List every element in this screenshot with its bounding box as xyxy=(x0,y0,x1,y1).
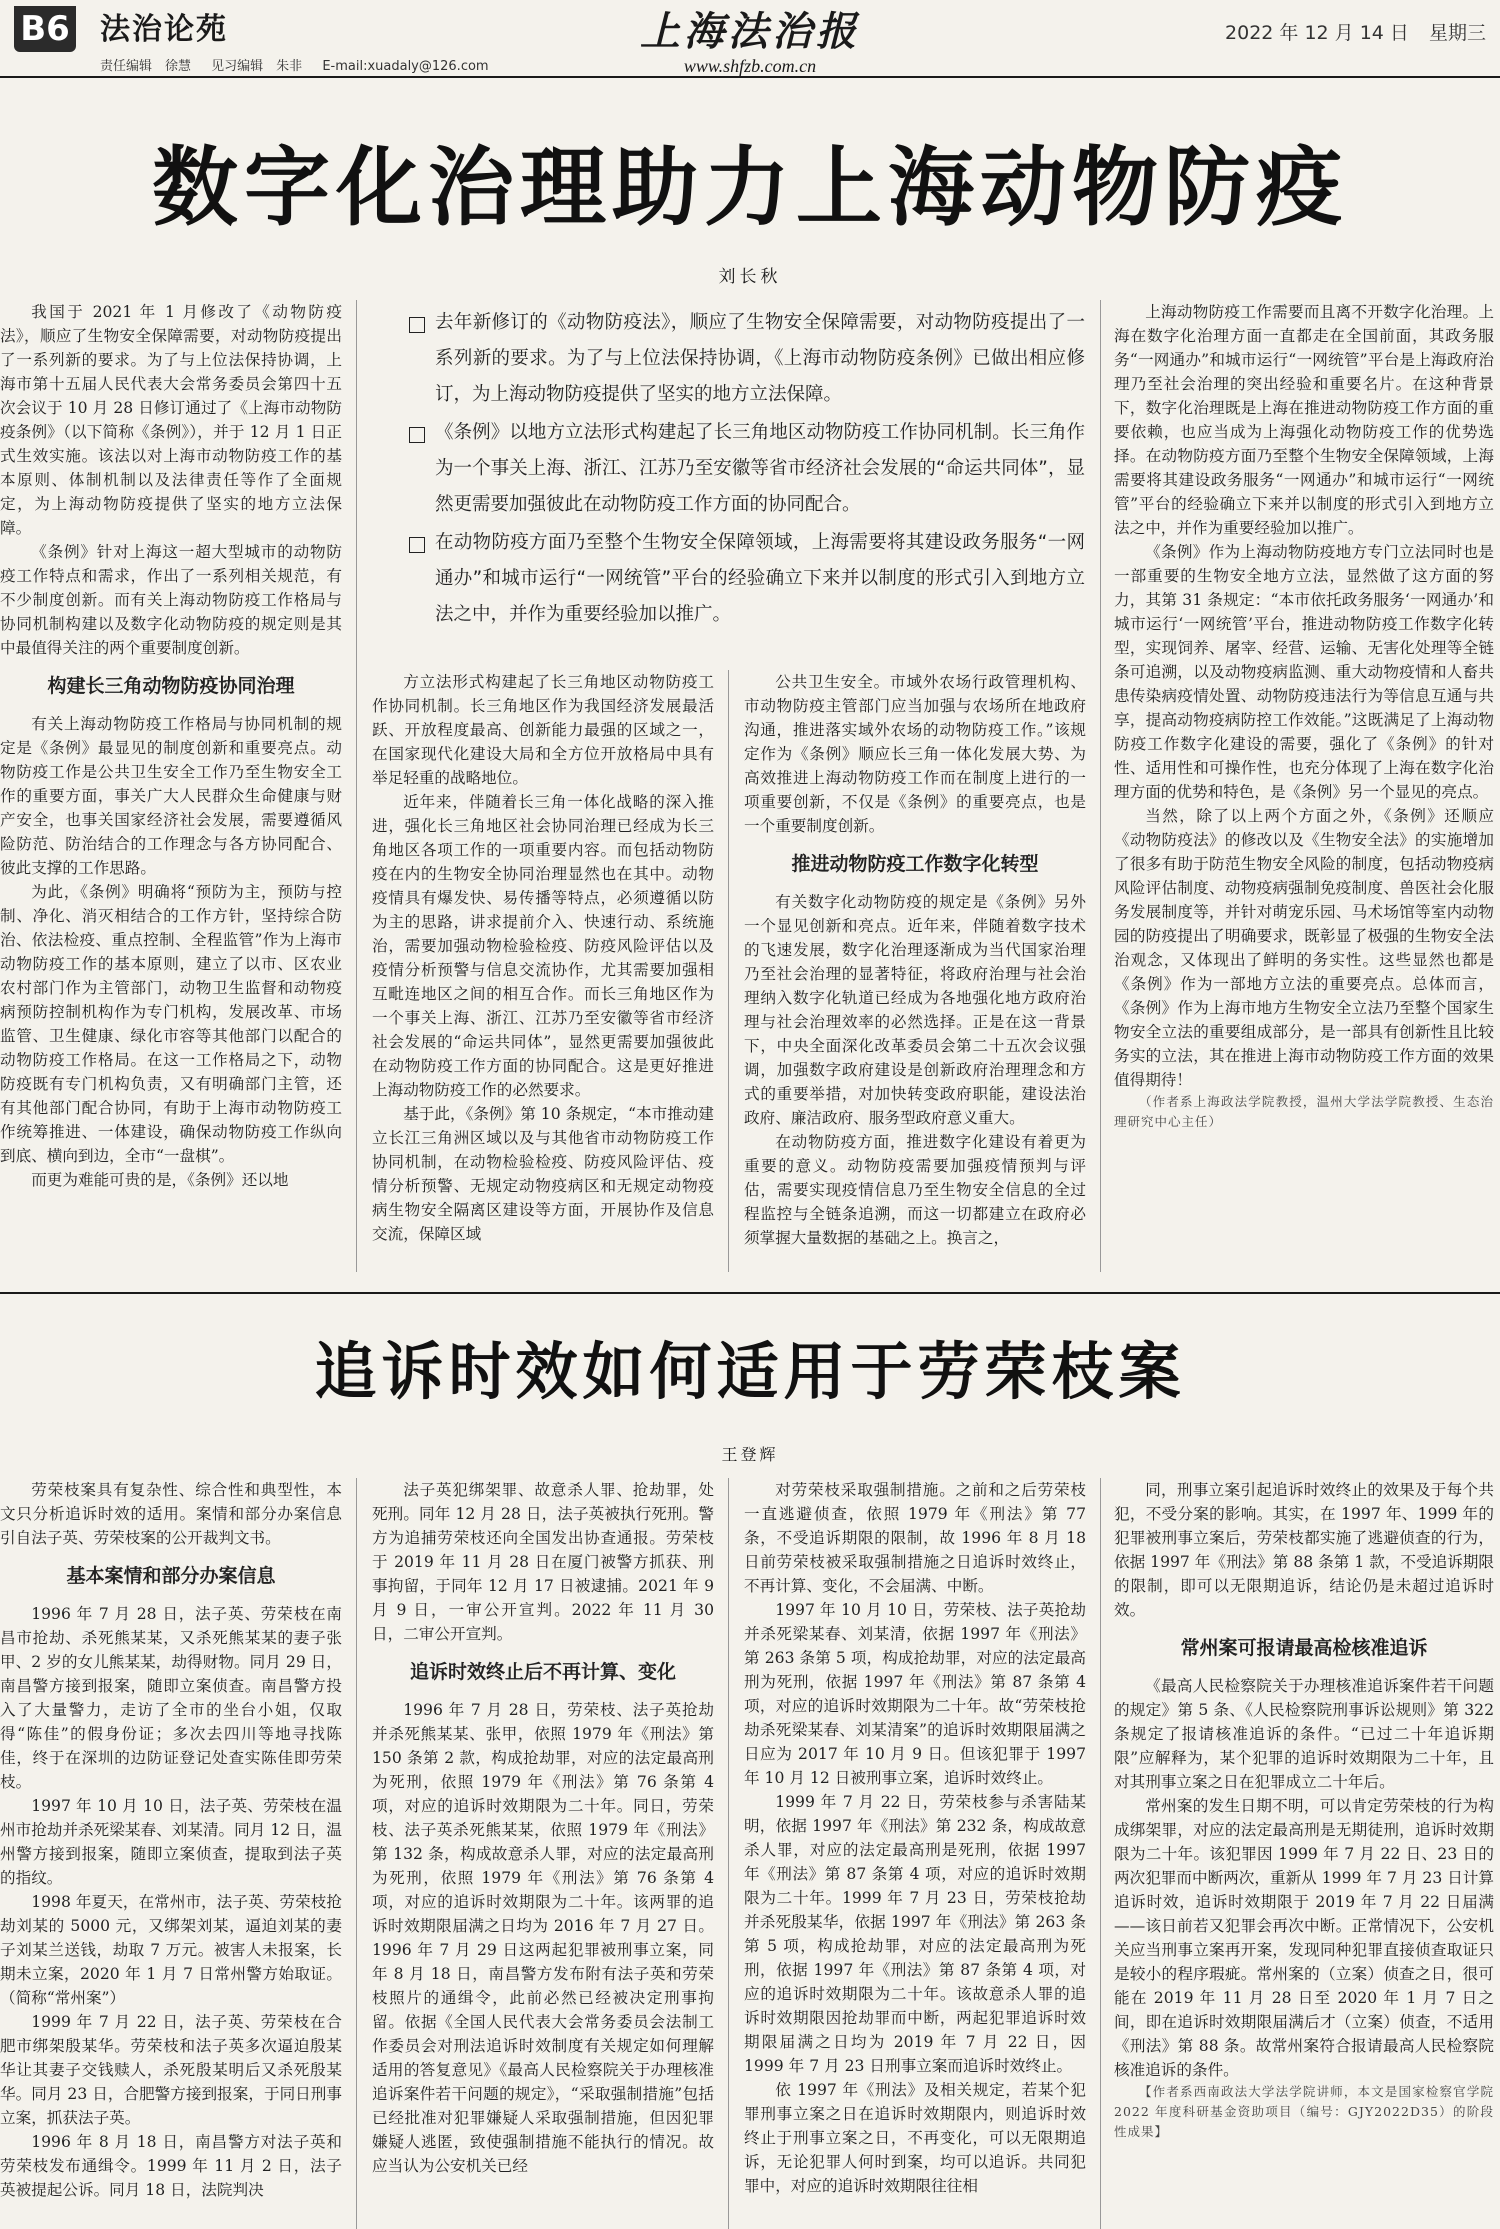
article2-subheading-3: 常州案可报请最高检核准追诉 xyxy=(1180,1637,1428,1659)
article1-subheading-1: 构建长三角动物防疫协同治理 xyxy=(47,675,295,697)
pull-quote: 去年新修订的《动物防疫法》，顺应了生物安全保障需要，对动物防疫提出了一系列新的要求。为了与上位法保持协调，《上海市动物防疫条例》已做出相应修订，为上海动物防疫提供了坚实的地方立法保障。 xyxy=(405,305,1085,413)
article1-subheading-2: 推进动物防疫工作数字化转型 xyxy=(791,853,1039,875)
article2-subheading-2: 追诉时效终止后不再计算、变化 xyxy=(409,1661,676,1683)
article2-column-1: 劳荣枝案具有复杂性、综合性和典型性，本文只分析追诉时效的适用。案情和部分办案信息引自法子英、劳荣枝案的公开裁判文书。 基本案情和部分办案信息 1996 年 7 月 28 日，法子英、劳荣枝在南昌市抢劫、杀死熊某某，又杀死熊某某的妻子张甲、2 岁的女儿熊某某，劫得财物。同月 29 日，南昌警方接到报案，随即立案侦查。南昌警方投入了大量警力，走访了全市的坐台小姐，仅取得“陈佳”的假身份证；多次去四川等地寻找陈佳，终于在深圳的边防证登记处查实陈佳即劳荣枝。 1997 年 10 月 10 日，法子英、劳荣枝在温州市抢劫并杀死梁某春、刘某清。同月 12 日，温州警方接到报案，随即立案侦查，提取到法子英的指纹。 1998 年夏天，在常州市，法子英、劳荣枝抢劫刘某的 5000 元，又绑架刘某，逼迫刘某的妻子刘某兰送钱，劫取 7 万元。被害人未报案，长期未立案，2020 年 1 月 7 日常州警方始取证。（简称“常州案”） 1999 年 7 月 22 日，法子英、劳荣枝在合肥市绑架殷某华。劳荣枝和法子英多次逼迫殷某华让其妻子交钱赎人，杀死殷某明后又杀死殷某华。同月 23 日，合肥警方接到报案，于同日刑事立案，抓获法子英。 1996 年 8 月 18 日，南昌警方对法子英和劳荣枝发布通缉令。1999 年 11 月 2 日，法子英被提起公诉。同月 18 日，法院判决 xyxy=(0,1481,342,2199)
article2-author-note: 【作者系西南政法大学法学院讲师，本文是国家检察官学院 2022 年度科研基金资助项目（编号：GJY2022D35）的阶段性成果】 xyxy=(1114,2084,1494,2139)
weekday-text: 星期三 xyxy=(1428,22,1486,44)
article2-column-4: 同，刑事立案引起追诉时效终止的效果及于每个共犯，不受分案的影响。其实，在 1997 年、1999 年的犯罪被刑事立案后，劳荣枝都实施了逃避侦查的行为，依据 1997 年《刑法》第 88 条第 1 款，不受追诉期限的限制，即可以无限期追诉，结论仍是未超过追诉时效。 常州案可报请最高检核准追诉 《最高人民检察院关于办理核准追诉案件若干问题的规定》第 5 条、《人民检察院刑事诉讼规则》第 322 条规定了报请核准追诉的条件。“已过二十年追诉期限”应解释为，某个犯罪的追诉时效期限为二十年，且对其刑事立案之日在犯罪成立二十年后。 常州案的发生日期不明，可以肯定劳荣枝的行为构成绑架罪，对应的法定最高刑是无期徒刑，追诉时效期限为二十年。该犯罪因 1999 年 7 月 22 日、23 日的两次犯罪而中断两次，重新从 1999 年 7 月 23 日计算追诉时效，追诉时效期限于 2019 年 7 月 22 日届满——该日前若又犯罪会再次中断。正常情况下，公安机关应当刑事立案再开案，发现同种犯罪直接侦查取证只是较小的程序瑕疵。常州案的（立案）侦查之日，很可能在 2019 年 11 月 28 日至 2020 年 1 月 7 日之间，即在追诉时效期限届满后才（立案）侦查，不适用《刑法》第 88 条。故常州案符合报请最高人民检察院核准追诉的条件。 【作者系西南政法大学法学院讲师，本文是国家检察官学院 2022 年度科研基金资助项目（编号：GJY2022D35）的阶段性成果】 xyxy=(1114,1478,1494,2229)
header-rule xyxy=(0,76,1500,78)
trainee-editor: 见习编辑 朱非 xyxy=(211,59,303,74)
column-divider xyxy=(356,1478,357,2229)
section-title: 法治论苑 xyxy=(100,12,228,47)
column-divider xyxy=(728,670,729,1272)
checkbox-icon xyxy=(409,427,425,443)
editor-in-charge: 责任编辑 徐慧 xyxy=(100,59,192,74)
column-divider xyxy=(728,1478,729,2229)
pull-quote-box xyxy=(405,305,1085,635)
article1-byline: 刘长秋 xyxy=(718,267,782,287)
article2-headline: 追诉时效如何适用于劳荣枝案 xyxy=(314,1335,1186,1408)
page-number: B6 xyxy=(14,6,76,52)
date-text: 2022 年 12 月 14 日 xyxy=(1225,22,1409,44)
article2-column-2: 法子英犯绑架罪、故意杀人罪、抢劫罪，处死刑。同年 12 月 28 日，法子英被执行死刑。警方为追捕劳荣枝还向全国发出协查通报。劳荣枝于 2019 年 11 月 28 日在厦门被警方抓获、刑事拘留，于同年 12 月 17 日被逮捕。2021 年 9 月 9 日，一审公开宣判。2022 年 11 月 30 日，二审公开宣判。 追诉时效终止后不再计算、变化 1996 年 7 月 28 日，劳荣枝、法子英抢劫并杀死熊某某、张甲，依照 1979 年《刑法》第 150 条第 2 款，构成抢劫罪，对应的法定最高刑为死刑，依照 1979 年《刑法》第 76 条第 4 项，对应的追诉时效期限为二十年。同日，劳荣枝、法子英杀死熊某某，依照 1979 年《刑法》第 132 条，构成故意杀人罪，对应的法定最高刑为死刑，依照 1979 年《刑法》第 76 条第 4 项，对应的追诉时效期限为二十年。该两罪的追诉时效期限届满之日均为 2016 年 7 月 27 日。1996 年 7 月 29 日这两起犯罪被刑事立案，同年 8 月 18 日，南昌警方发布附有法子英和劳荣枝照片的通缉令，此前必然已经被决定刑事拘留。依据《全国人民代表大会常务委员会法制工作委员会对刑法追诉时效制度有关规定如何理解适用的答复意见》《最高人民检察院关于办理核准追诉案件若干问题的规定》，“采取强制措施”包括已经批准对犯罪嫌疑人采取强制措施，但因犯罪嫌疑人逃匿，致使强制措施不能执行的情况。故应当认为公安机关已经 xyxy=(372,1481,714,2175)
column-divider xyxy=(1100,1478,1101,2229)
article2-subheading-1: 基本案情和部分办案信息 xyxy=(66,1565,276,1587)
article1-column-2: 方立法形式构建起了长三角地区动物防疫工作协同机制。长三角地区作为我国经济发展最活跃、开放程度最高、创新能力最强的区域之一，在国家现代化建设大局和全方位开放格局中具有举足轻重的战略地位。 近年来，伴随着长三角一体化战略的深入推进，强化长三角地区社会协同治理已经成为长三角地区各项工作的一项重要内容。而包括动物防疫在内的生物安全协同治理显然也在其中。动物疫情具有爆发快、易传播等特点，必须遵循以防为主的思路，讲求提前介入、快速行动、系统施治，需要加强动物检验检疫、防疫风险评估以及疫情分析预警与信息交流协作，尤其需要加强相互毗连地区之间的相互合作。而长三角地区作为一个事关上海、浙江、江苏乃至安徽等省市经济社会发展的“命运共同体”，显然更需要加强彼此在动物防疫工作方面的协同配合。这是更好推进上海动物防疫工作的必然要求。 基于此，《条例》第 10 条规定，“本市推动建立长江三角洲区域以及与其他省市动物防疫工作协同机制，在动物检验检疫、防疫风险评估、疫情分析预警、无规定动物疫病区和无规定动物疫病生物安全隔离区建设等方面，开展协作及信息交流，保障区域 xyxy=(372,673,714,1243)
article1-column-4: 上海动物防疫工作需要而且离不开数字化治理。上海在数字化治理方面一直都走在全国前面，其政务服务“一网通办”和城市运行“一网统管”平台是上海政府治理乃至社会治理的突出经验和重要名片。在这种背景下，数字化治理既是上海在推进动物防疫工作方面的重要依赖，也应当成为上海强化动物防疫工作的优势选择。在动物防疫方面乃至整个生物安全保障领域，上海需要将其建设政务服务“一网通办”和城市运行“一网统管”平台的经验确立下来并以制度的形式引入到地方立法之中，并作为重要经验加以推广。 《条例》作为上海动物防疫地方专门立法同时也是一部重要的生物安全地方立法，显然做了这方面的努力，其第 31 条规定：“本市依托政务服务‘一网通办’和城市运行‘一网统管’平台，推进动物防疫工作数字化转型，实现饲养、屠宰、经营、运输、无害化处理等全链条可追溯，以及动物疫病监测、重大动物疫情和人畜共患传染病疫情处置、动物防疫违法行为等信息互通与共享，提高动物疫病防控工作效能。”这既满足了上海动物防疫工作数字化建设的需要，强化了《条例》的针对性、适用性和可操作性，也充分体现了上海在数字化治理方面的优势和特色，是《条例》另一个显见的亮点。 当然，除了以上两个方面之外，《条例》还顺应《动物防疫法》的修改以及《生物安全法》的实施增加了很多有助于防范生物安全风险的制度，包括动物疫病风险评估制度、动物疫病强制免疫制度、兽医社会化服务发展制度等，并针对萌宠乐园、马术场馆等室内动物园的防疫提出了明确要求，既彰显了极强的生物安全法治观念，又体现出了鲜明的务实性。这些显然也都是《条例》作为一部地方立法的重要亮点。总体而言，《条例》作为上海市地方生物安全立法乃至整个国家生物安全立法的重要组成部分，是一部具有创新性且比较务实的立法，其在推进上海市动物防疫工作方面的效果值得期待！ （作者系上海政法学院教授，温州大学法学院教授、生态治理研究中心主任） xyxy=(1114,300,1494,1272)
website-url[interactable]: www.shfzb.com.cn xyxy=(683,56,817,76)
article-separator xyxy=(0,1292,1500,1294)
column-divider xyxy=(356,300,357,1272)
checkbox-icon xyxy=(409,537,425,553)
article1-headline: 数字化治理助力上海动物防疫 xyxy=(152,138,1348,238)
checkbox-icon xyxy=(409,317,425,333)
issue-date xyxy=(1211,18,1486,45)
newspaper-masthead: 上海法治报 xyxy=(640,8,860,55)
article2-column-3: 对劳荣枝采取强制措施。之前和之后劳荣枝一直逃避侦查，依照 1979 年《刑法》第 77 条，不受追诉期限的限制，故 1996 年 8 月 18 日前劳荣枝被采取强制措施之日追诉时效终止，不再计算、变化，不会届满、中断。 1997 年 10 月 10 日，劳荣枝、法子英抢劫并杀死梁某春、刘某清，依据 1997 年《刑法》第 263 条第 5 项，构成抢劫罪，对应的法定最高刑为死刑，依据 1997 年《刑法》第 87 条第 4 项，对应的追诉时效期限为二十年。故“劳荣枝抢劫杀死梁某春、刘某清案”的追诉时效期限届满之日应为 2017 年 10 月 9 日。但该犯罪于 1997 年 10 月 12 日被刑事立案，追诉时效终止。 1999 年 7 月 22 日，劳荣枝参与杀害陆某明，依据 1997 年《刑法》第 232 条，构成故意杀人罪，对应的法定最高刑是死刑，依据 1997 年《刑法》第 87 条第 4 项，对应的追诉时效期限为二十年。1999 年 7 月 23 日，劳荣枝抢劫并杀死殷某华，依据 1997 年《刑法》第 263 条第 5 项，构成抢劫罪，对应的法定最高刑为死刑，依据 1997 年《刑法》第 87 条第 4 项，对应的追诉时效期限为二十年。该故意杀人罪的追诉时效期限因抢劫罪而中断，两起犯罪追诉时效期限届满之日均为 2019 年 7 月 22 日，因 1999 年 7 月 23 日刑事立案而追诉时效终止。 依 1997 年《刑法》及相关规定，若某个犯罪刑事立案之日在追诉时效期限内，则追诉时效终止于刑事立案之日，不再变化，可以无限期追诉，无论犯罪人何时到案，均可以追诉。共同犯罪中，对应的追诉时效期限往往相 xyxy=(744,1481,1086,2195)
article1-author-note: （作者系上海政法学院教授，温州大学法学院教授、生态治理研究中心主任） xyxy=(1114,1094,1494,1129)
article1-column-3: 公共卫生安全。市域外农场行政管理机构、市动物防疫主管部门应当加强与农场所在地政府沟通，推进落实域外农场的动物防疫工作。”该规定作为《条例》顺应长三角一体化发展大势、为高效推进上海动物防疫工作而在制度上进行的一项重要创新，不仅是《条例》的重要亮点，也是一个重要制度创新。 推进动物防疫工作数字化转型 有关数字化动物防疫的规定是《条例》另外一个显见创新和亮点。近年来，伴随着数字技术的飞速发展，数字化治理逐渐成为当代国家治理乃至社会治理的显著特征，将政府治理与社会治理纳入数字化轨道已经成为各地强化地方政府治理与社会治理效率的必然选择。正是在这一背景下，中央全面深化改革委员会第二十五次会议强调，加强数字政府建设是创新政府治理理念和方式的重要举措，对加快转变政府职能，建设法治政府、廉洁政府、服务型政府意义重大。 在动物防疫方面，推进数字化建设有着更为重要的意义。动物防疫需要加强疫情预判与评估，需要实现疫情信息乃至生物安全信息的全过程监控与全链条追溯，而这一切都建立在政府必须掌握大量数据的基础之上。换言之， xyxy=(744,673,1086,1247)
editor-credits xyxy=(100,55,505,74)
pull-quote: 《条例》以地方立法形式构建起了长三角地区动物防疫工作协同机制。长三角作为一个事关上海、浙江、江苏乃至安徽等省市经济社会发展的“命运共同体”，显然更需要加强彼此在动物防疫工作方面的协同配合。 xyxy=(405,415,1085,523)
pull-quote: 在动物防疫方面乃至整个生物安全保障领域，上海需要将其建设政务服务“一网通办”和城市运行“一网统管”平台的经验确立下来并以制度的形式引入到地方立法之中，并作为重要经验加以推广。 xyxy=(405,525,1085,633)
article2-byline: 王登辉 xyxy=(721,1445,779,1464)
article1-column-1: 我国于 2021 年 1 月修改了《动物防疫法》，顺应了生物安全保障需要，对动物防疫提出了一系列新的要求。为了与上位法保持协调，上海市第十五届人民代表大会常务委员会第四十五次会议于 10 月 28 日修订通过了《上海市动物防疫条例》（以下简称《条例》），并于 12 月 1 日正式生效实施。该法以对上海市动物防疫工作的基本原则、体制机制以及法律责任等作了全面规定，为上海动物防疫提供了坚实的地方立法保障。 《条例》针对上海这一超大型城市的动物防疫工作特点和需求，作出了一系列相关规范，有不少制度创新。而有关上海动物防疫工作格局与协同机制构建以及数字化动物防疫的规定则是其中最值得关注的两个重要制度创新。 构建长三角动物防疫协同治理 有关上海动物防疫工作格局与协同机制的规定是《条例》最显见的制度创新和重要亮点。动物防疫工作是公共卫生安全工作乃至生物安全工作的重要方面，事关广大人民群众生命健康与财产安全，也事关国家经济社会发展，需要遵循风险防范、防治结合的工作理念与各方协同配合、彼此支撑的工作思路。 为此，《条例》明确将“预防为主，预防与控制、净化、消灭相结合的工作方针，坚持综合防治、依法检疫、重点控制、全程监管”作为上海市动物防疫工作的基本原则，建立了以市、区农业农村部门作为主管部门，动物卫生监督和动物疫病预防控制机构作为专门机构，发展改革、市场监管、卫生健康、绿化市容等其他部门以配合的动物防疫工作格局。在这一工作格局之下，动物防疫既有专门机构负责，又有明确部门主管，还有其他部门配合协同，有助于上海市动物防疫工作统筹推进、一体建设，确保动物防疫工作纵向到底、横向到边，全市“一盘棋”。 而更为难能可贵的是，《条例》还以地 xyxy=(0,303,342,1189)
editor-email: E-mail:xuadaly@126.com xyxy=(322,59,489,74)
column-divider xyxy=(1100,300,1101,1272)
